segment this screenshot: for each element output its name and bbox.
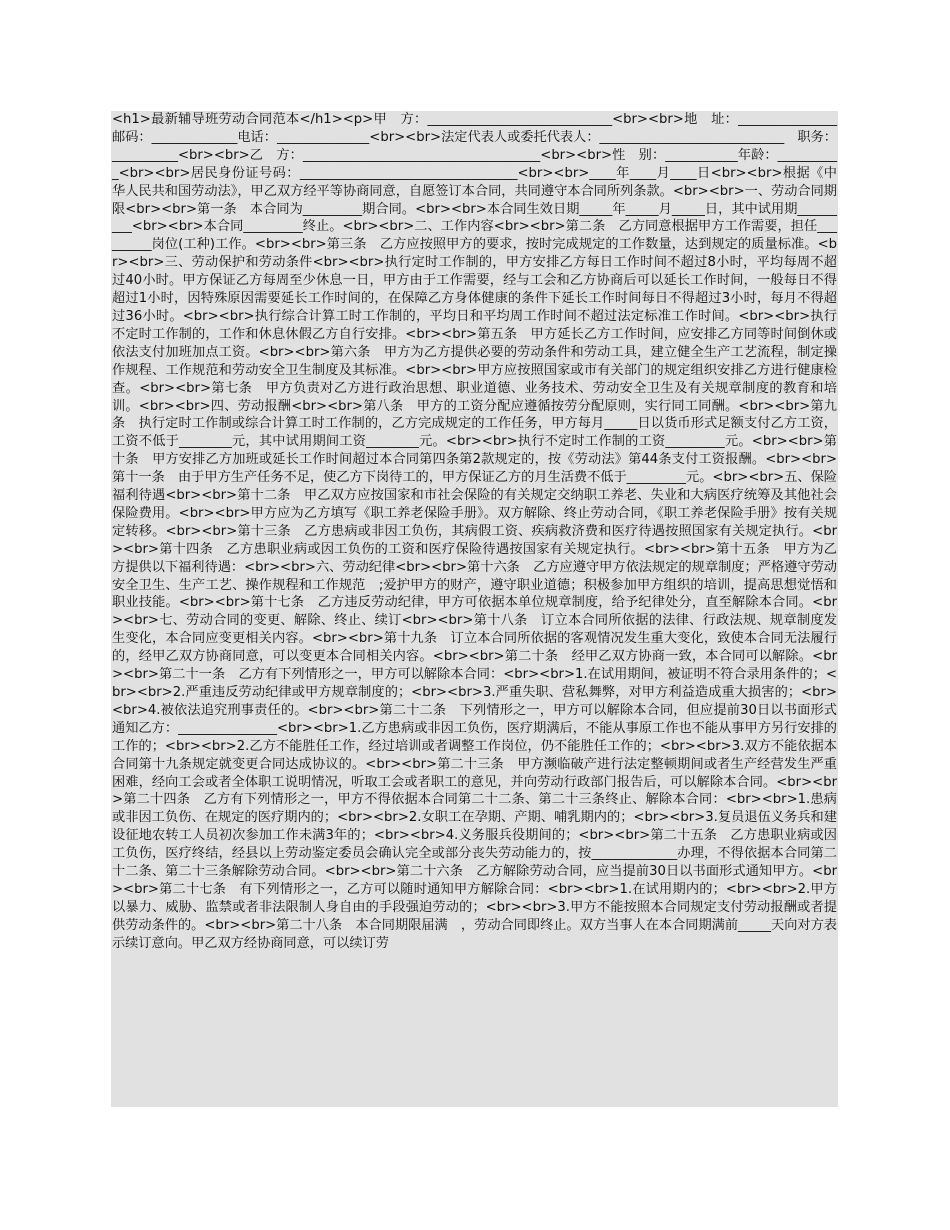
- contract-text-block: <h1>最新辅导班劳动合同范本</h1><p>甲 方：____________________________<br><br>地 址：_______________邮码：_____________电话：______________<br><br>法定代表人或委托代表人：____________________________ 职务：__________<br><br>乙 方：____________________________________<br><br>性 别：___________年龄：__________<br><br>居民身份证号码：_________________________________<br><br>____年____月____日<br><br>根据《中华人民共和国劳动法》，甲乙双方经平等协商同意，自愿签订本合同，共同遵守本合同所列条款。<br><br>一、劳动合同期限<br><br>第一条 本合同为_________期合同。<br><br>本合同生效日期_____年_____月_____日，其中试用期_________<br><br>本合同_________终止。<br><br>二、工作内容<br><br>第二条 乙方同意根据甲方工作需要，担任_________岗位(工种)工作。<br><br>第三条 乙方应按照甲方的要求，按时完成规定的工作数量，达到规定的质量标准。<br><br>三、劳动保护和劳动条件<br><br>执行定时工作制的，甲方安排乙方每日工作时间不超过8小时，平均每周不超过40小时。甲方保证乙方每周至少休息一日，甲方由于工作需要，经与工会和乙方协商后可以延长工作时间，一般每日不得超过1小时，因特殊原因需要延长工作时间的，在保障乙方身体健康的条件下延长工作时间每日不得超过3小时，每月不得超过36小时。<br><br>执行综合计算工时工作制的，平均日和平均周工作时间不超过法定标准工作时间。<br><br>执行不定时工作制的，工作和休息休假乙方自行安排。<br><br>第五条 甲方延长乙方工作时间，应安排乙方同等时间倒休或依法支付加班加点工资。<br><br>第六条 甲方为乙方提供必要的劳动条件和劳动工具，建立健全生产工艺流程，制定操作规程、工作规范和劳动安全卫生制度及其标准。<br><br>甲方应按照国家或市有关部门的规定组织安排乙方进行健康检查。<br><br>第七条 甲方负责对乙方进行政治思想、职业道德、业务技术、劳动安全卫生及有关规章制度的教育和培训。<br><br>四、劳动报酬<br><br>第八条 甲方的工资分配应遵循按劳分配原则，实行同工同酬。<br><br>第九条 执行定时工作制或综合计算工时工作制的，乙方完成规定的工作任务，甲方每月_____日以货币形式足额支付乙方工资，工资不低于________元，其中试用期间工资________元。<br><br>执行不定时工作制的工资_________元。<br><br>第十条 甲方安排乙方加班或延长工作时间超过本合同第四条第2款规定的，按《劳动法》第44条支付工资报酬。<br><br>第十一条 由于甲方生产任务不足，使乙方下岗待工的，甲方保证乙方的月生活费不低于_________元。<br><br>五、保险福利待遇<br><br>第十二条 甲乙双方应按国家和市社会保险的有关规定交纳职工养老、失业和大病医疗统筹及其他社会保险费用。<br><br>甲方应为乙方填写《职工养老保险手册》。双方解除、终止劳动合同，《职工养老保险手册》按有关规定转移。<br><br>第十三条 乙方患病或非因工负伤，其病假工资、疾病救济费和医疗待遇按照国家有关规定执行。<br><br>第十四条 乙方患职业病或因工负伤的工资和医疗保险待遇按国家有关规定执行。<br><br>第十五条 甲方为乙方提供以下福利待遇：<br><br>六、劳动纪律<br><br>第十六条 乙方应遵守甲方依法规定的规章制度；严格遵守劳动安全卫生、生产工艺、操作规程和工作规范 ;爱护甲方的财产，遵守职业道德；积极参加甲方组织的培训，提高思想觉悟和职业技能。<br><br>第十七条 乙方违反劳动纪律，甲方可依据本单位规章制度，给予纪律处分，直至解除本合同。<br><br>七、劳动合同的变更、解除、终止、续订<br><br>第十八条 订立本合同所依据的法律、行政法规、规章制度发生变化，本合同应变更相关内容。<br><br>第十九条 订立本合同所依据的客观情况发生重大变化，致使本合同无法履行的，经甲乙双方协商同意，可以变更本合同相关内容。<br><br>第二十条 经甲乙双方协商一致，本合同可以解除。<br><br>第二十一条 乙方有下列情形之一，甲方可以解除本合同：<br><br>1.在试用期间，被证明不符合录用条件的；<br><br>2.严重违反劳动纪律或甲方规章制度的；<br><br>3.严重失职、营私舞弊，对甲方利益造成重大损害的；<br><br>4.被依法追究刑事责任的。<br><br>第二十二条 下列情形之一，甲方可以解除本合同，但应提前30日以书面形式通知乙方：_______________<br><br>1.乙方患病或非因工负伤，医疗期满后，不能从事原工作也不能从事甲方另行安排的工作的；<br><br>2.乙方不能胜任工作，经过培训或者调整工作岗位，仍不能胜任工作的；<br><br>3.双方不能依据本合同第十九条规定就变更合同达成协议的。<br><br>第二十三条 甲方濒临破产进行法定整顿期间或者生产经营发生严重困难，经向工会或者全体职工说明情况，听取工会或者职工的意见，并向劳动行政部门报告后，可以解除本合同。<br><br>第二十四条 乙方有下列情形之一，甲方不得依据本合同第二十二条、第二十三条终止、解除本合同：<br><br>1.患病或非因工负伤、在规定的医疗期内的；<br><br>2.女职工在孕期、产期、哺乳期内的；<br><br>3.复员退伍义务兵和建设征地农转工人员初次参加工作未满3年的；<br><br>4.义务服兵役期间的；<br><br>第二十五条 乙方患职业病或因工负伤，医疗终结，经县以上劳动鉴定委员会确认完全或部分丧失劳动能力的，按_____________办理，不得依据本合同第二十二条、第二十三条解除劳动合同。<br><br>第二十六条 乙方解除劳动合同，应当提前30日以书面形式通知甲方。<br><br>第二十七条 有下列情形之一，乙方可以随时通知甲方解除合同：<br><br>1.在试用期内的；<br><br>2.甲方以暴力、威胁、监禁或者非法限制人身自由的手段强迫劳动的；<br><br>3.甲方不能按照本合同规定支付劳动报酬或者提供劳动条件的。<br><br>第二十八条 本合同期限届满 ，劳动合同即终止。双方当事人在本合同期满前_____天向对方表示续订意向。甲乙双方经协商同意，可以续订劳: [111, 111, 838, 1107]
